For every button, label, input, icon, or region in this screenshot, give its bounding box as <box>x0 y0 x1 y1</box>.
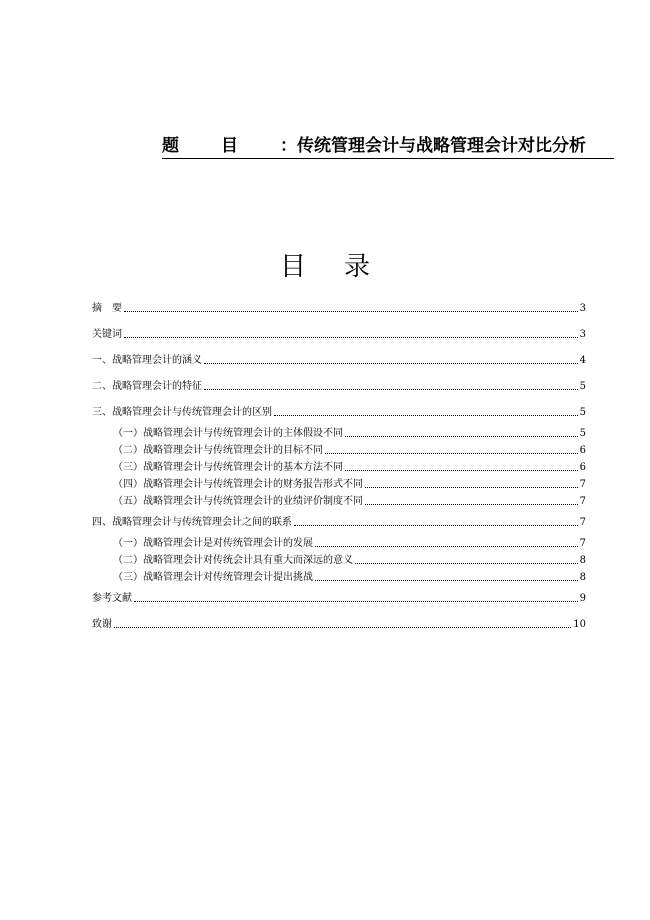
toc-leader <box>204 363 578 364</box>
toc-entry-section-4-1[interactable] <box>113 537 586 550</box>
toc-entry-acknowledgements[interactable] <box>92 618 586 631</box>
toc-entry-page: 6 <box>579 462 586 473</box>
toc-entry-page: 5 <box>579 407 586 418</box>
toc-entry-text: （五）战略管理会计与传统管理会计的业绩评价制度不同 <box>113 496 363 507</box>
toc-entry-text: （一）战略管理会计是对传统管理会计的发展 <box>113 538 313 549</box>
toc-entry-page: 5 <box>579 428 586 439</box>
toc-leader <box>315 546 578 547</box>
toc-entry-section-3[interactable] <box>92 406 586 419</box>
toc-entry-section-4-2[interactable] <box>113 554 586 567</box>
toc-entry-text: 一、战略管理会计的涵义 <box>92 355 202 366</box>
subject-line <box>162 134 614 159</box>
toc-entry-section-2[interactable] <box>92 380 586 393</box>
toc-leader <box>345 470 578 471</box>
toc-leader <box>294 525 578 526</box>
toc-leader <box>124 311 578 312</box>
toc-entry-text: 致谢 <box>92 619 112 630</box>
toc-entry-text: 参考文献 <box>92 593 132 604</box>
toc-leader <box>274 415 578 416</box>
toc-leader <box>325 453 578 454</box>
toc-entry-page: 3 <box>579 303 586 314</box>
toc-entry-page: 7 <box>579 538 586 549</box>
toc-entry-text: 关键词 <box>92 329 122 340</box>
toc-entry-section-3-4[interactable] <box>113 478 586 491</box>
toc-leader <box>124 337 578 338</box>
toc-entry-text: （四）战略管理会计与传统管理会计的财务报告形式不同 <box>113 479 363 490</box>
toc-entry-section-3-2[interactable] <box>113 444 586 457</box>
toc-entry-text: （一）战略管理会计与传统管理会计的主体假设不同 <box>113 428 343 439</box>
toc-leader <box>134 601 578 602</box>
subject-label: 题目 <box>162 136 280 156</box>
toc-entry-page: 4 <box>579 355 586 366</box>
toc-entry-page: 3 <box>579 329 586 340</box>
toc-entry-text: 三、战略管理会计与传统管理会计的区别 <box>92 407 272 418</box>
toc-entry-section-1[interactable] <box>92 354 586 367</box>
toc-entry-page: 8 <box>579 572 586 583</box>
toc-leader <box>365 504 578 505</box>
toc-entry-section-4-3[interactable] <box>113 571 586 584</box>
toc-entry-page: 7 <box>579 479 586 490</box>
toc-leader <box>315 580 578 581</box>
toc-entry-page: 5 <box>579 381 586 392</box>
toc-leader <box>204 389 578 390</box>
toc-entry-keywords[interactable] <box>92 328 586 341</box>
toc-entry-text: 四、战略管理会计与传统管理会计之间的联系 <box>92 517 292 528</box>
toc-entry-text: （二）战略管理会计对传统会计具有重大而深远的意义 <box>113 555 353 566</box>
toc-leader <box>365 487 578 488</box>
subject-colon: ： <box>280 136 297 156</box>
toc-leader <box>114 627 571 628</box>
toc-entry-references[interactable] <box>92 592 586 605</box>
toc-leader <box>345 436 578 437</box>
toc-entry-page: 7 <box>579 496 586 507</box>
toc-entry-text: 二、战略管理会计的特征 <box>92 381 202 392</box>
toc-entry-text: 摘 要 <box>92 303 122 314</box>
thesis-title: 传统管理会计与战略管理会计对比分析 <box>297 136 586 156</box>
toc-entry-page: 8 <box>579 555 586 566</box>
toc-entry-section-3-1[interactable] <box>113 427 586 440</box>
toc-entry-page: 6 <box>579 445 586 456</box>
toc-entry-section-3-5[interactable] <box>113 495 586 508</box>
toc-entry-page: 7 <box>579 517 586 528</box>
toc-entry-text: （三）战略管理会计对传统管理会计提出挑战 <box>113 572 313 583</box>
toc-entry-text: （二）战略管理会计与传统管理会计的目标不同 <box>113 445 323 456</box>
toc-entry-page: 10 <box>573 619 586 630</box>
toc-leader <box>355 563 578 564</box>
toc-entry-section-3-3[interactable] <box>113 461 586 474</box>
toc-entry-abstract[interactable] <box>92 302 586 315</box>
toc-entry-text: （三）战略管理会计与传统管理会计的基本方法不同 <box>113 462 343 473</box>
toc-heading: 目录 <box>279 252 408 282</box>
toc-entry-section-4[interactable] <box>92 516 586 529</box>
toc-entry-page: 9 <box>579 593 586 604</box>
